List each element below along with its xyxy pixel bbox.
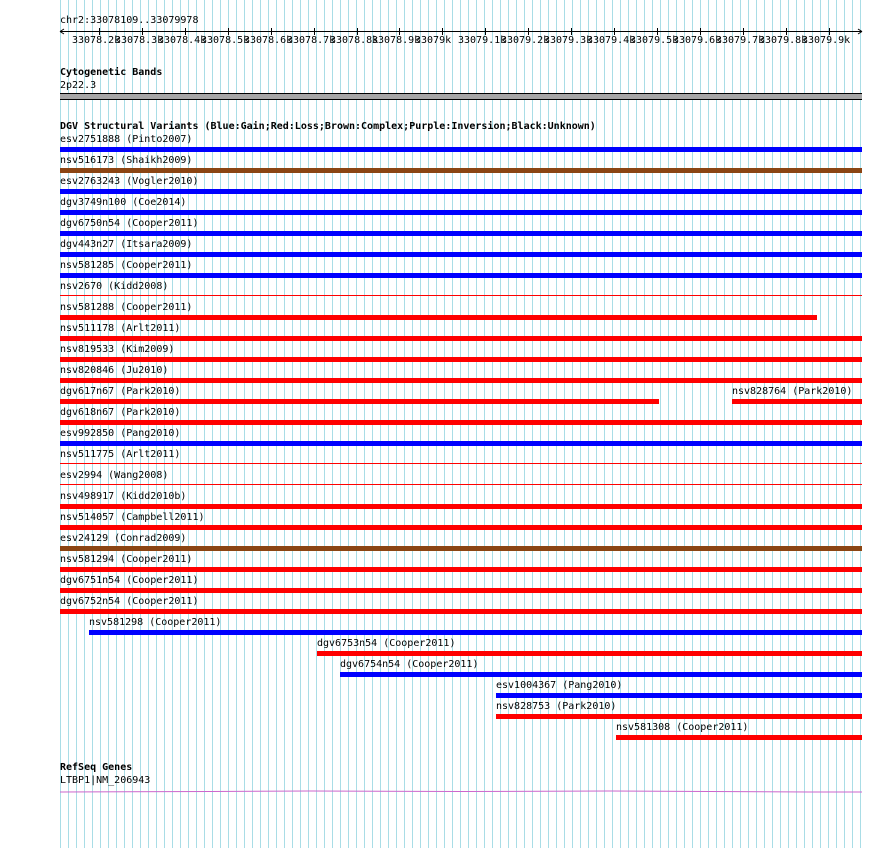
variant-bar[interactable] — [60, 588, 862, 593]
ruler-tick-label: 33079.3k — [544, 35, 593, 46]
ruler-tick-label: 33078.9k — [372, 35, 421, 46]
variant-label[interactable]: nsv581298 (Cooper2011) — [89, 617, 222, 628]
variant-bar[interactable] — [340, 672, 862, 677]
variant-label[interactable]: esv2751888 (Pinto2007) — [60, 134, 193, 145]
variant-bar[interactable] — [60, 399, 659, 404]
ruler-tick-label: 33078.4k — [158, 35, 207, 46]
variant-bar[interactable] — [60, 484, 862, 485]
ruler-tick-label: 33079.5k — [630, 35, 679, 46]
ruler-tick-label: 33079.6k — [673, 35, 722, 46]
variant-label[interactable]: nsv581308 (Cooper2011) — [616, 722, 749, 733]
variant-label[interactable]: dgv6751n54 (Cooper2011) — [60, 575, 199, 586]
variant-bar[interactable] — [60, 357, 862, 362]
variant-label[interactable]: nsv581288 (Cooper2011) — [60, 302, 193, 313]
gene-line — [60, 791, 862, 792]
ruler-tick-label: 33079.7k — [716, 35, 765, 46]
variant-bar[interactable] — [60, 378, 862, 383]
variant-label[interactable]: esv2763243 (Vogler2010) — [60, 176, 199, 187]
variant-bar[interactable] — [60, 252, 862, 257]
cytoband-track-title[interactable]: Cytogenetic Bands — [60, 67, 163, 78]
variant-bar[interactable] — [60, 546, 862, 551]
variant-label[interactable]: nsv511775 (Arlt2011) — [60, 449, 181, 460]
refseq-gene-label[interactable]: LTBP1|NM_206943 — [60, 775, 151, 786]
variant-bar[interactable] — [60, 336, 862, 341]
variant-bar[interactable] — [60, 525, 862, 530]
dgv-track-title[interactable]: DGV Structural Variants (Blue:Gain;Red:Loss;Brown:Complex;Purple:Inversion;Black:Unknown) — [60, 121, 596, 132]
gene-model-ltbp1[interactable] — [60, 788, 862, 796]
variant-bar[interactable] — [496, 693, 862, 698]
variant-bar[interactable] — [317, 651, 862, 656]
variant-label[interactable]: dgv443n27 (Itsara2009) — [60, 239, 193, 250]
variant-bar[interactable] — [60, 567, 862, 572]
variant-bar[interactable] — [60, 504, 862, 509]
ruler-tick-label: 33078.7k — [287, 35, 336, 46]
refseq-track-title[interactable]: RefSeq Genes — [60, 762, 133, 773]
ruler-tick-label: 33079.8k — [759, 35, 808, 46]
variant-label[interactable]: nsv516173 (Shaikh2009) — [60, 155, 193, 166]
ruler-tick-label: 33079.1k — [458, 35, 507, 46]
variant-label[interactable]: esv24129 (Conrad2009) — [60, 533, 187, 544]
variant-label[interactable]: esv1004367 (Pang2010) — [496, 680, 623, 691]
variant-bar[interactable] — [60, 210, 862, 215]
ruler-tick-label: 33079.4k — [587, 35, 636, 46]
variant-bar[interactable] — [89, 630, 862, 635]
variant-label[interactable]: esv992850 (Pang2010) — [60, 428, 181, 439]
variant-bar[interactable] — [60, 609, 862, 614]
ruler-tick-label: 33078.6k — [244, 35, 293, 46]
variant-bar[interactable] — [60, 420, 862, 425]
variant-label[interactable]: esv2994 (Wang2008) — [60, 470, 169, 481]
ruler-tick-label: 33078.2k — [72, 35, 121, 46]
variant-label[interactable]: nsv511178 (Arlt2011) — [60, 323, 181, 334]
variant-bar[interactable] — [732, 399, 862, 404]
variant-label[interactable]: nsv828764 (Park2010) — [732, 386, 853, 397]
variant-bar[interactable] — [60, 168, 862, 173]
ruler-tick-label: 33078.5k — [201, 35, 250, 46]
cytoband-bar[interactable] — [60, 93, 862, 100]
variant-label[interactable]: nsv828753 (Park2010) — [496, 701, 617, 712]
variant-label[interactable]: nsv2670 (Kidd2008) — [60, 281, 169, 292]
variant-label[interactable]: nsv514057 (Campbell2011) — [60, 512, 205, 523]
variant-label[interactable]: dgv6752n54 (Cooper2011) — [60, 596, 199, 607]
cytoband-label: 2p22.3 — [60, 80, 97, 91]
variant-label[interactable]: dgv6753n54 (Cooper2011) — [317, 638, 456, 649]
variant-bar[interactable] — [60, 231, 862, 236]
variant-bar[interactable] — [616, 735, 862, 740]
variant-bar[interactable] — [60, 463, 862, 464]
variant-label[interactable]: dgv3749n100 (Coe2014) — [60, 197, 187, 208]
ruler-tick-label: 33079.2k — [501, 35, 550, 46]
variant-label[interactable]: nsv498917 (Kidd2010b) — [60, 491, 187, 502]
ruler-tick-label: 33078.8k — [330, 35, 379, 46]
ruler-tick-label: 33079k — [415, 35, 452, 46]
variant-bar[interactable] — [60, 295, 862, 296]
variant-label[interactable]: dgv6750n54 (Cooper2011) — [60, 218, 199, 229]
region-coordinates: chr2:33078109..33079978 — [60, 15, 199, 26]
variant-bar[interactable] — [60, 315, 817, 320]
ruler-tick-label: 33079.9k — [802, 35, 851, 46]
variant-bar[interactable] — [60, 273, 862, 278]
variant-bar[interactable] — [60, 147, 862, 152]
variant-bar[interactable] — [60, 441, 862, 446]
variant-label[interactable]: nsv819533 (Kim2009) — [60, 344, 175, 355]
variant-label[interactable]: nsv581285 (Cooper2011) — [60, 260, 193, 271]
ruler-tick-label: 33078.3k — [115, 35, 164, 46]
variant-label[interactable]: nsv581294 (Cooper2011) — [60, 554, 193, 565]
variant-label[interactable]: dgv6754n54 (Cooper2011) — [340, 659, 479, 670]
variant-bar[interactable] — [496, 714, 862, 719]
variant-label[interactable]: dgv617n67 (Park2010) — [60, 386, 181, 397]
variant-label[interactable]: nsv820846 (Ju2010) — [60, 365, 169, 376]
variant-bar[interactable] — [60, 189, 862, 194]
variant-label[interactable]: dgv618n67 (Park2010) — [60, 407, 181, 418]
